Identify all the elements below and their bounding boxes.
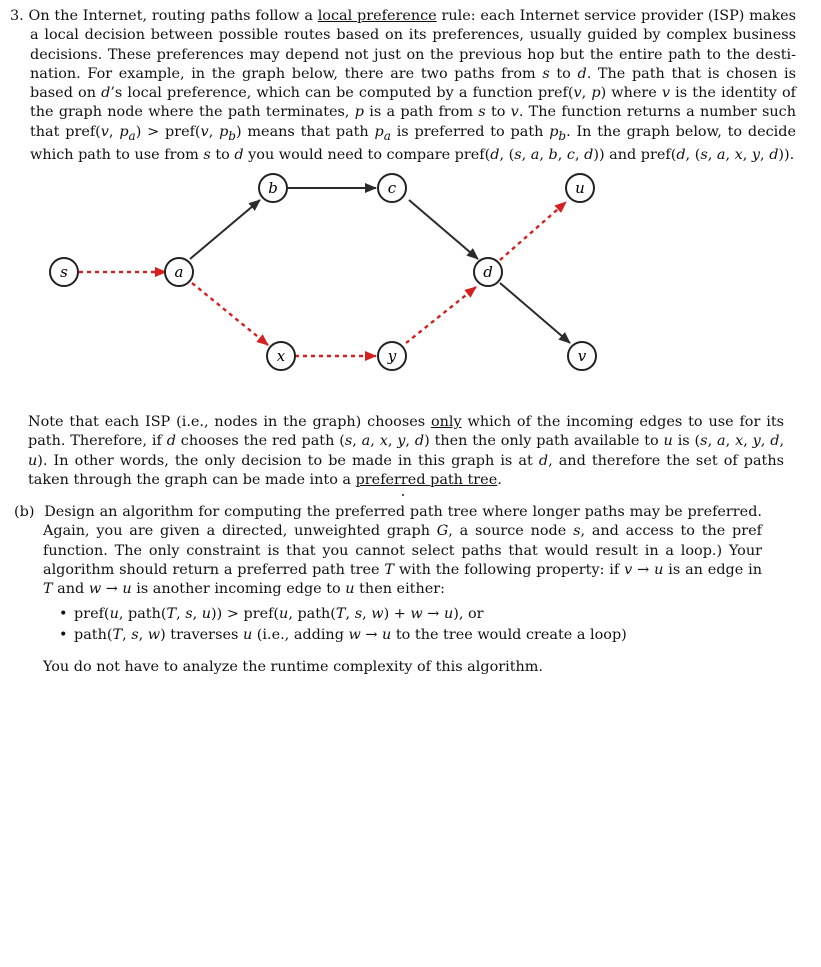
list-item: • pref(u, path(T, s, u)) > pref(u, path(T, s, w) + w → u), or bbox=[59, 606, 484, 623]
condition-list bbox=[14, 604, 762, 646]
edge-y-d bbox=[406, 287, 476, 343]
node-c-label: c bbox=[387, 179, 397, 197]
edge-a-b bbox=[190, 200, 260, 259]
node-b-label: b bbox=[268, 179, 278, 197]
closing-note: You do not have to analyze the runtime complexity of this algorithm. bbox=[43, 659, 543, 675]
node-u-label: u bbox=[575, 179, 585, 197]
edge-d-v bbox=[500, 283, 570, 343]
node-d-label: d bbox=[483, 263, 493, 281]
node-c bbox=[378, 174, 406, 202]
node-s bbox=[50, 258, 78, 286]
node-d bbox=[474, 258, 502, 286]
condition-2: path(T, s, w) traverses u (i.e., adding w → u to the tree would create a loop) bbox=[74, 627, 627, 644]
node-x bbox=[267, 342, 295, 370]
list-item: • path(T, s, w) traverses u (i.e., adding w → u to the tree would create a loop) bbox=[59, 627, 627, 644]
edge-d-u bbox=[500, 202, 566, 260]
edge-c-d bbox=[409, 200, 478, 259]
node-y-label: y bbox=[387, 347, 397, 365]
edge-a-x bbox=[192, 283, 268, 345]
node-b bbox=[259, 174, 287, 202]
stray-dot bbox=[402, 494, 404, 496]
question-intro: On the Internet, routing paths follow a local preference rule: each Internet service provider (ISP) makes a local decision between possible routes based on its preferences, usually guided by complex business decisions. These preferences may depend not just on the previous hop but the entire path to the desti- nation. For example, in the graph below, there are two paths from s to d. The path that is chosen is based on d’s local preference, which can be computed by a function pref(v, p) where v is the identity of the graph node where the path terminates, p is a path from s to v. The function returns a number such that pref(v, $p_a$) > pref(v, $p_b$) means that path $p_a$ is preferred to path $p_b$. In the graph below, to decide which path to use from s to d you would need to compare pref(d, (s, a, b, c, d)) and pref(d, (s, a, x, y, d)). bbox=[28, 8, 797, 163]
node-v bbox=[568, 342, 596, 370]
part-b bbox=[14, 503, 762, 646]
node-y bbox=[378, 342, 406, 370]
question-number: 3. bbox=[10, 8, 24, 24]
part-b-text: Design an algorithm for computing the preferred path tree where longer paths may be preferred. Again, you are given a directed, unweighted graph G, a source node s, and access to the pref function. The only constraint is that you cannot select paths that would result in a loop.) Your algorithm should return a preferred path tree T with the following property: if v → u is an edge in T and w → u is another incoming edge to u then either: bbox=[43, 504, 762, 598]
note-paragraph: Note that each ISP (i.e., nodes in the graph) chooses only which of the incoming edges to use for its path. Therefore, if d chooses the red path (s, a, x, y, d) then the only path available to u is (s, a, x, y, d, u). In other words, the only decision to be made in this graph is at d, and therefore the set of paths taken through the graph can be made into a preferred path tree. bbox=[28, 414, 785, 488]
node-x-label: x bbox=[276, 347, 286, 365]
node-a-label: a bbox=[174, 263, 184, 281]
condition-1: pref(u, path(T, s, u)) > pref(u, path(T, s, w) + w → u), or bbox=[74, 606, 484, 623]
routing-graph bbox=[0, 0, 821, 400]
node-u bbox=[566, 174, 594, 202]
node-s-label: s bbox=[60, 263, 68, 281]
node-v-label: v bbox=[577, 347, 587, 365]
part-b-label: (b) bbox=[14, 504, 35, 520]
node-a bbox=[165, 258, 193, 286]
